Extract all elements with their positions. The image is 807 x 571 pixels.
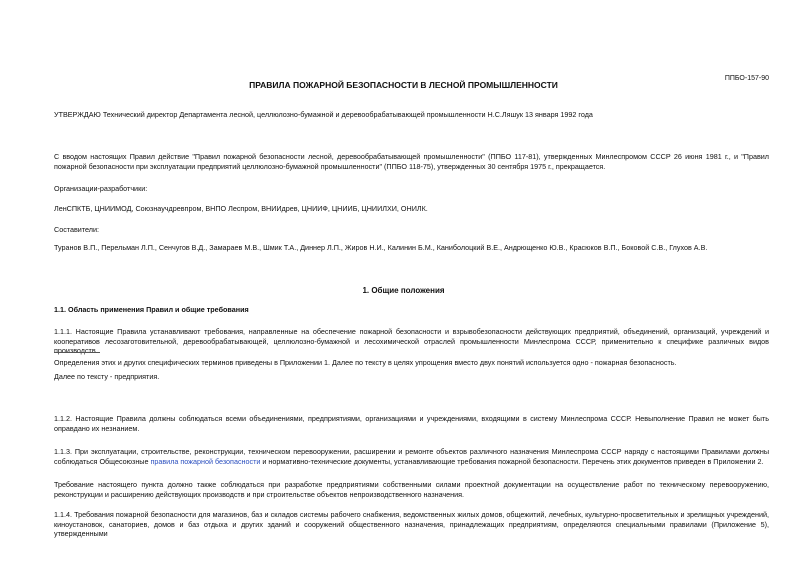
paragraph-1-1-3-part-b: и нормативно-технические документы, устанавливающие требования пожарной безопасности. Перечень этих документов приведен в Приложении 2. bbox=[260, 456, 764, 466]
authors-list: Туранов В.П., Перельман Л.П., Сенчугов В.Д., Замараев М.В., Шмик Т.А., Диннер Л.П., Жиров Н.И., Калинин Б.М., Каниболоцкий В.Е., Андрющенко Ю.В., Красюков В.П., Боковой С.В., Глухов А.В. bbox=[54, 243, 708, 252]
document-code: ППБО-157-90 bbox=[724, 75, 769, 82]
developers-label: Организации-разработчики: bbox=[54, 184, 148, 193]
paragraph-requirement: Требование настоящего пункта должно также соблюдаться при разработке предприятиями собственными силами проектной документации на осуществление работ по техническому перевооружению, реконструкции и расширению действующих производств и при строительстве объектов непроизводственного назначения. bbox=[54, 480, 769, 499]
subsection-title: 1.1. Область применения Правил и общие требования bbox=[54, 305, 249, 314]
developers-list: ЛенСПКТБ, ЦНИИМОД, Союзнаучдревпром, ВНПО Леспром, ВНИИдрев, ЦНИИФ, ЦНИИБ, ЦНИИЛХИ, ОНИЛК. bbox=[54, 204, 428, 213]
section-title: 1. Общие положения bbox=[362, 286, 445, 295]
footnote-1 bbox=[54, 358, 769, 368]
footnote-divider bbox=[54, 352, 100, 353]
paragraph-1-1-4: 1.1.4. Требования пожарной безопасности для магазинов, баз и складов системы рабочего снабжения, ведомственных жилых домов, общежитий, лечебных, культурно-просветительных и зрелищных учреждений, киноустановок, санаториев, домов и баз отдыха и других зданий и сооружений общественного назначения, принадлежащих предприятиям, определяются специальными правилами (Приложение 5), утвержденными bbox=[54, 510, 769, 539]
paragraph-1-1-1: 1.1.1. Настоящие Правила устанавливают требования, направленные на обеспечение пожарной безопасности и взрывобезопасности действующих предприятий, объединений, организаций, учреждений и кооперативов лесозаготовительной, деревообрабатывающей, целлюлозно-бумажной и лесохимической отраслей промышленности Минлеспрома СССР, применительно к специфике различных видов производств. bbox=[54, 327, 769, 356]
document-title: ПРАВИЛА ПОЖАРНОЙ БЕЗОПАСНОСТИ В ЛЕСНОЙ ПРОМЫШЛЕННОСТИ bbox=[249, 80, 558, 90]
paragraph-1-1-2: 1.1.2. Настоящие Правила должны соблюдаться всеми объединениями, предприятиями, организациями и учреждениями, входящими в систему Минлеспрома СССР. Невыполнение Правил не может быть оправдано их незнанием. bbox=[54, 414, 769, 433]
footnote-1-text: Определения этих и других специфических терминов приведены в Приложении 1. Далее по тексту в целях упрощения вместо двух понятий используется одно - пожарная безопасность. bbox=[54, 358, 677, 367]
paragraph-1-1-3-part-a: 1.1.3. При эксплуатации, строительстве, реконструкции, техническом перевооружении, расширении и ремонте объектов различного назначения Минлеспрома СССР наряду с настоящими Правилами должны соблюдаться Общесоюзные bbox=[54, 447, 769, 466]
approval-text: УТВЕРЖДАЮ Технический директор Департамента лесной, целлюлозно-бумажной и деревообрабатывающей промышленности Н.С.Ляшук 13 января 1992 года bbox=[54, 110, 593, 119]
footnote-2 bbox=[54, 372, 769, 382]
paragraph-1-1-3 bbox=[54, 447, 769, 466]
authors-label: Составители: bbox=[54, 225, 99, 234]
intro-paragraph: С вводом настоящих Правил действие "Правил пожарной безопасности лесной, деревообрабатывающей промышленности" (ППБО 117-81), утвержденных Минлеспромом СССР 26 июня 1981 г., и "Правил пожарной безопасности при эксплуатации предприятий целлюлозно-бумажной промышленности" (ППБО 118-75), утвержденных 30 сентября 1975 г., прекращается. bbox=[54, 152, 769, 171]
fire-safety-rules-link[interactable]: правила пожарной безопасности bbox=[150, 456, 261, 466]
footnote-2-text: Далее по тексту - предприятия. bbox=[54, 372, 160, 381]
